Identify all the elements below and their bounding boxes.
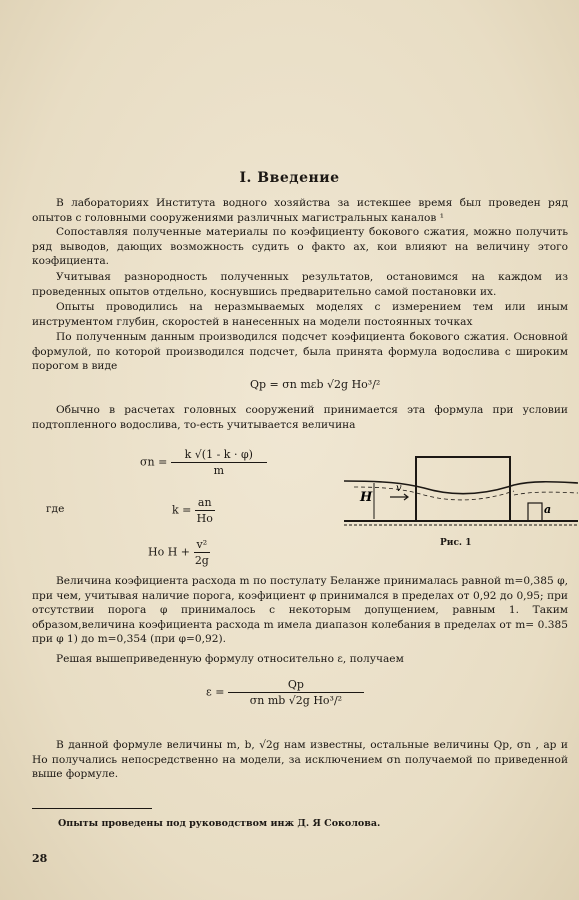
label-h: H — [360, 490, 373, 505]
sigma-numerator: k √(1 - k · φ) — [171, 448, 267, 463]
h-formula — [148, 538, 210, 567]
paragraph-3: Учитывая разнородность полученных результатов, остановимся на каждом из проведенных опытов отдельно, коснувшись предварительно самой постановки их. — [32, 271, 568, 298]
label-a: a — [544, 503, 552, 516]
section-heading: I. Введение — [239, 170, 340, 186]
k-lhs: k = — [172, 503, 192, 517]
epsilon-lhs: ε = — [206, 685, 225, 699]
h-numerator: v² — [194, 538, 211, 553]
water-streamline — [354, 487, 514, 500]
paragraph-5: По полученным данным производился подсчет коэфициента бокового сжатия. Основной формулой, по которой производился подсчет, была принята формула водослива с широким порогом в виде — [32, 331, 568, 372]
flow-arrow-icon — [390, 494, 408, 500]
paragraph-8: Решая вышеприведенную формулу относительно ε, получаем — [56, 653, 404, 665]
label-v: v — [396, 483, 402, 494]
h-fraction — [194, 538, 211, 567]
paragraph-6: Обычно в расчетах головных сооружений принимается эта формула при условии подтопленного водослива, то-есть учитывается величина — [32, 404, 568, 431]
epsilon-numerator: Qp — [228, 678, 364, 693]
epsilon-fraction — [228, 678, 364, 707]
epsilon-denominator: σn mb √2g Ho³/² — [249, 694, 343, 707]
sigma-formula — [140, 448, 267, 477]
sigma-lhs: σn = — [140, 455, 168, 469]
footnote-divider — [32, 808, 152, 809]
paragraph-1: В лабораториях Института водного хозяйства за истекшее время был проведен ряд опытов с головными сооружениями различных магистральных каналов ¹ — [32, 197, 568, 224]
weir-diagram — [344, 455, 578, 535]
main-formula: Qp = σn mεb √2g Ho³/² — [250, 378, 381, 391]
epsilon-formula — [206, 678, 364, 707]
k-formula — [172, 496, 215, 525]
page-number: 28 — [32, 852, 48, 865]
downstream-streamline — [514, 492, 578, 495]
k-numerator: an — [195, 496, 215, 511]
paragraph-7: Величина коэфициента расхода m по постулату Беланже принималась равной m=0,385 φ, при чем, учитывая наличие порога, коэфициент φ принимался в пределах от 0,92 до 0,95; при отсутствии порога φ принималось с некоторым допущением, равным 1. Таким образом,величина коэфициента расхода m имела диапазон колебания в пределах от m= 0.385 при φ 1) до m=0,354 (при φ=0,92). — [32, 575, 568, 645]
figure-caption: Рис. 1 — [440, 538, 472, 548]
where-label: где — [46, 503, 65, 515]
paragraph-2: Сопоставляя полученные материалы по коэфициенту бокового сжатия, можно получить ряд выводов, дающих возможность судить о факто ах, кои влияют на величину этого коэфициента. — [32, 226, 568, 267]
k-fraction — [195, 496, 215, 525]
footnote: Опыты проведены под руководством инж Д. Я Соколова. — [58, 818, 381, 829]
sill-block — [528, 503, 542, 521]
paragraph-9: В данной формуле величины m, b, √2g нам известны, остальные величины Qp, σn , ap и Ho получались непосредственно на модели, за исключением σn получаемой по приведенной выше формуле. — [32, 739, 568, 780]
h-denominator: 2g — [194, 554, 209, 567]
sigma-fraction — [171, 448, 267, 477]
k-denominator: Ho — [196, 512, 213, 525]
paragraph-4: Опыты проводились на неразмываемых моделях с измерением тем или иным инструментом глубин, скоростей в нанесенных на модели постоянных точках — [32, 301, 568, 328]
h-lhs: Ho H + — [148, 545, 191, 559]
sigma-denominator: m — [213, 464, 225, 477]
